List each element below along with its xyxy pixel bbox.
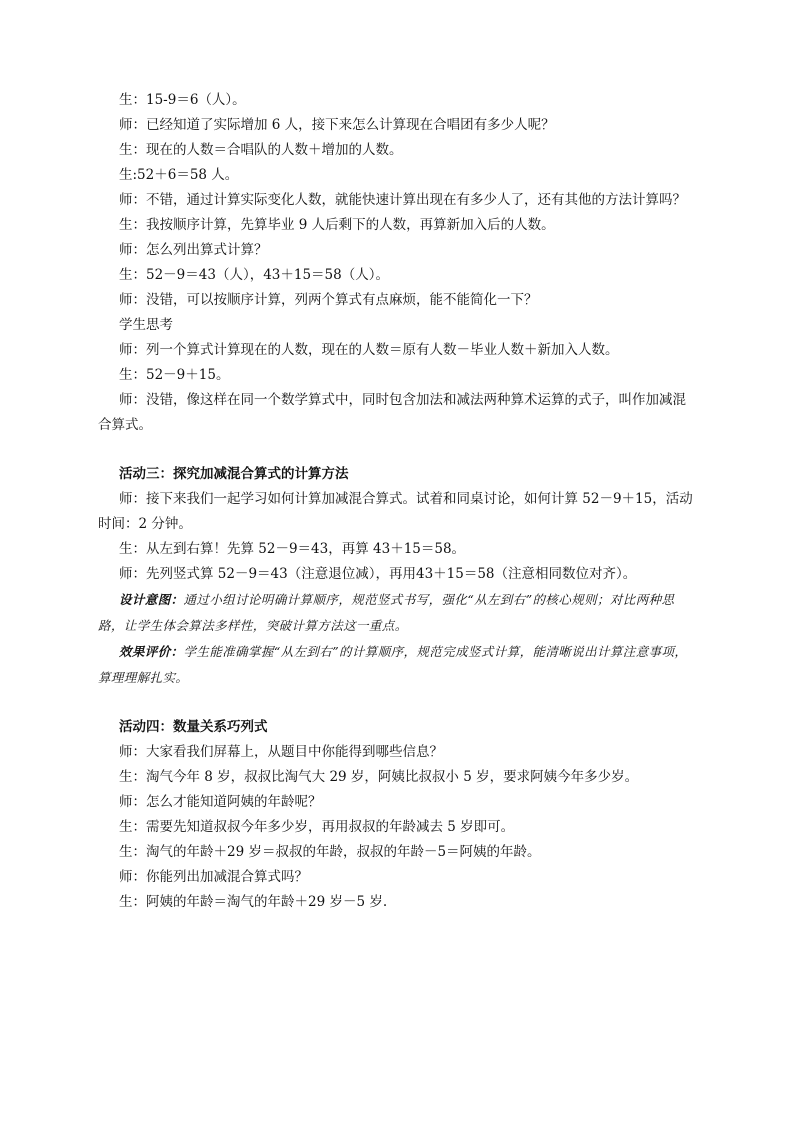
- dialogue-line: 生：需要先知道叔叔今年多少岁，再用叔叔的年龄减去 5 岁即可。: [119, 819, 515, 835]
- dialogue-line: 师：不错，通过计算实际变化人数，就能快速计算出现在有多少人了，还有其他的方法计算吗？: [119, 192, 686, 208]
- dialogue-line: 师：先列竖式算 52－9＝43（注意退位减），再用43＋15＝58（注意相同数位对齐）。: [119, 566, 637, 582]
- dialogue-line: 生：52－9＋15。: [119, 367, 230, 383]
- dialogue-line: 师：你能列出加减混合算式吗？: [119, 869, 308, 885]
- section-spacer: [98, 438, 698, 462]
- dialogue-line: 师：大家看我们屏幕上，从题目中你能得到哪些信息？: [119, 744, 443, 760]
- dialogue-line: 师：已经知道了实际增加 6 人，接下来怎么计算现在合唱团有多少人呢？: [119, 117, 555, 133]
- dialogue-line: 生:52＋6＝58 人。: [119, 167, 239, 183]
- dialogue-line: 师：没错，可以按顺序计算，列两个算式有点麻烦，能不能简化一下？: [119, 292, 538, 308]
- dialogue-line: 生：我按顺序计算，先算毕业 9 人后剩下的人数，再算新加入后的人数。: [119, 217, 555, 233]
- design-intent-note: [98, 587, 698, 639]
- dialogue-line: 生：淘气今年 8 岁，叔叔比淘气大 29 岁，阿姨比叔叔小 5 岁，要求阿姨今年多少岁。: [119, 769, 639, 785]
- dialogue-line: 生：淘气的年龄＋29 岁＝叔叔的年龄，叔叔的年龄－5＝阿姨的年龄。: [119, 844, 541, 860]
- dialogue-line: 师：怎么才能知道阿姨的年龄呢？: [119, 794, 322, 810]
- effect-evaluation-label: 效果评价：: [119, 644, 184, 659]
- design-intent-text: 通过小组讨论明确计算顺序，规范竖式书写，强化“从左到右”的核心规则；对比两种思路，让学生体会算法多样性，突破计算方法这一重点。: [98, 592, 675, 633]
- dialogue-line: 学生思考: [119, 317, 173, 333]
- dialogue-line: 师：接下来我们一起学习如何计算加减混合算式。试着和同桌讨论，如何计算 52－9＋15，活动时间：2 分钟。: [98, 491, 693, 532]
- dialogue-line: 生：阿姨的年龄＝淘气的年龄＋29 岁－5 岁.: [119, 894, 388, 910]
- activity3-heading: 活动三：探究加减混合算式的计算方法: [119, 466, 349, 482]
- effect-evaluation-text: 学生能准确掌握“从左到右”的计算顺序，规范完成竖式计算，能清晰说出计算注意事项，算理理解扎实。: [98, 644, 688, 685]
- effect-evaluation-note: [98, 639, 698, 691]
- dialogue-line: 生：52－9＝43（人），43＋15＝58（人）。: [119, 267, 389, 283]
- dialogue-line: 师：没错，像这样在同一个数学算式中，同时包含加法和减法两种算术运算的式子，叫作加减混合算式。: [98, 392, 686, 433]
- dialogue-line: 师：列一个算式计算现在的人数，现在的人数＝原有人数－毕业人数＋新加入人数。: [119, 342, 619, 358]
- activity4-heading: 活动四：数量关系巧列式: [119, 719, 268, 735]
- dialogue-line: 师：怎么列出算式计算？: [119, 242, 268, 258]
- design-intent-label: 设计意图：: [119, 592, 184, 607]
- dialogue-line: 生：现在的人数＝合唱队的人数＋增加的人数。: [119, 142, 403, 158]
- document-body: [98, 88, 698, 915]
- dialogue-line: 生：15-9＝6（人）。: [119, 92, 246, 108]
- section-spacer: [98, 691, 698, 715]
- dialogue-line: 生：从左到右算！先算 52－9＝43，再算 43＋15＝58。: [119, 541, 466, 557]
